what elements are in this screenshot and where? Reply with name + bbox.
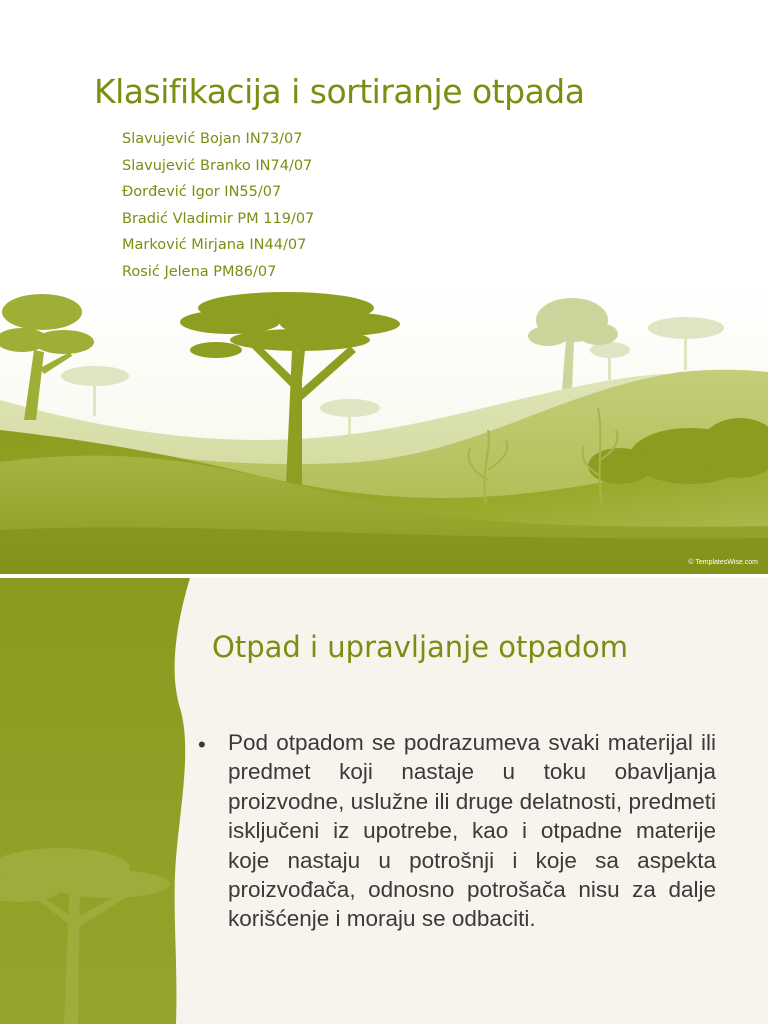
list-item: Slavujević Branko IN74/07 <box>122 157 313 174</box>
list-item: Đorđević Igor IN55/07 <box>122 184 282 201</box>
slide-title: Klasifikacija i sortiranje otpada <box>94 72 585 111</box>
list-item: Rosić Jelena PM86/07 <box>122 263 277 280</box>
list-item: Bradić Vladimir PM 119/07 <box>122 210 315 227</box>
author-list <box>122 126 314 286</box>
bullet-icon: • <box>198 732 206 757</box>
landscape-illustration <box>0 280 768 574</box>
content-slide <box>0 578 768 1024</box>
slide-title: Otpad i upravljanje otpadom <box>212 630 628 664</box>
copyright-notice: © TemplatesWise.com <box>688 559 758 566</box>
list-item: Slavujević Bojan IN73/07 <box>122 131 303 147</box>
list-item: Marković Mirjana IN44/07 <box>122 237 307 254</box>
slide-body-text: Pod otpadom se podrazumeva svaki materijal ili predmet koji nastaje u toku obavljanja proizvodne, uslužne ili druge delatnosti, predmeti isključeni iz upotrebe, kao i otpadne materije koje nastaju u potrošnji i koje sa aspekta proizvođača, odnosno potrošača nisu za dalje korišćenje i moraju se odbaciti. <box>228 730 716 932</box>
